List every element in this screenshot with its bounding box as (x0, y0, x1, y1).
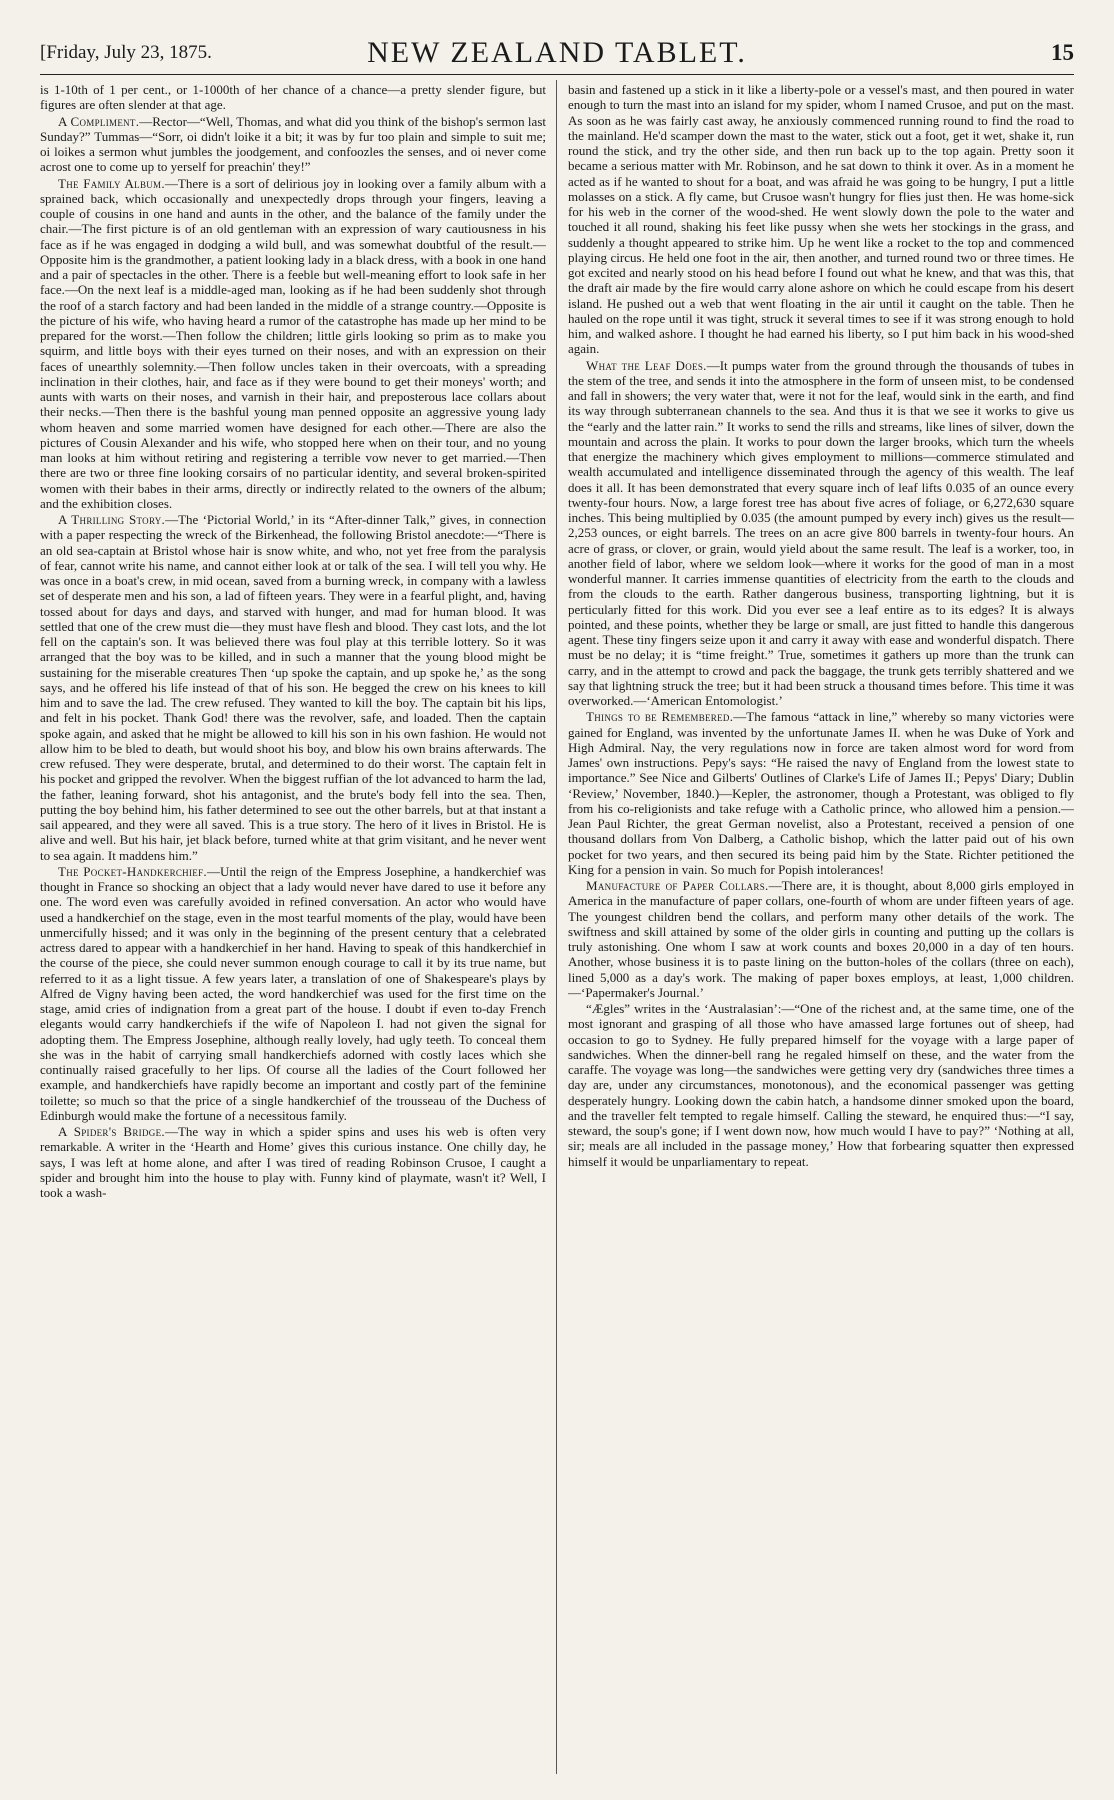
article-paragraph (40, 114, 546, 175)
article-paragraph (568, 358, 1074, 709)
article-text: —There is a sort of delirious joy in looking over a family album with a sprained back, which occasionally and unexpectedly drops through your fingers, leaving a couple of cousins in one hand and aunts in the other, and the balance of the family under the chair.—The first picture is of an old gentleman with an expression of wary cautiousness in his face as if he was engaged in dodging a wild bull, and was somewhat doubtful of the result.—Opposite him is the grandmother, a patient looking lady in a black dress, with a book in one hand and a pair of spectacles in the other. There is a feeble but well-meaning effort to look safe in her face.—On the next leaf is a middle-aged man, looking as if he had been suddenly shot through the roof of a starch factory and had been landed in the middle of a strange country.—Opposite is the picture of his wife, who having heard a rumor of the catastrophe has made up her mind to be prepared for the worst.—Then follow the children; little girls looking so prim as to make you squirm, and little boys with their eyes turned on their noses, and with an expression on their faces of unearthly solemnity.—Then follow uncles taken in their overcoats, with a spreading inclination in their clothes, hair, and face as if they were bound to get their moneys' worth; and aunts with warts on their noses, and varnish in their hair, and preposterous lace collars about their necks.—Then there is the bashful young man penned opposite an aggressive young lady whom heaven and some married women have designed for each other.—There are also the pictures of Cousin Alexander and his wife, who stopped here when on their tour, and no young man looks at him without retiring and registering a terrible vow never to get married.—Then there are two or three fine looking corsairs of no particular identity, and several broken-spirited women with their babes in their arms, directly or indirectly related to the owners of the album; and the exhibition closes. (40, 175, 546, 511)
article-paragraph (40, 512, 546, 863)
article-paragraph (568, 878, 1074, 1000)
article-text: —There are, it is thought, about 8,000 girls employed in America in the manufacture of paper collars, one-fourth of whom are under fifteen years of age. The youngest children bend the collars, and perform many other details of the work. The swiftness and skill attained by some of the older girls in counting and putting up the collars is truly astonishing. One whom I saw at work counts and boxes 20,000 in a day of ten hours. Another, whose business it is to paste lining on the button-holes of the collars (three on each), lined 5,000 as a day's work. The making of paper boxes employs, at least, 1,000 children.—‘Papermaker's Journal.’ (568, 878, 1074, 1000)
article-text: —The way in which a spider spins and uses his web is often very remarkable. A writer in the ‘Hearth and Home’ gives this curious instance. One chilly day, he says, I was left at home alone, and after I was tired of reading Robinson Crusoe, I caught a spider and brought him into the house to play with. Funny kind of playmate, wasn't it? Well, I took a wash- (40, 1124, 546, 1200)
article-heading: What the Leaf Does. (586, 357, 707, 373)
left-column (40, 82, 546, 1772)
article-heading: The Pocket-Handkerchief. (58, 863, 207, 879)
article-paragraph (568, 709, 1074, 877)
article-text: “Ægles” writes in the ‘Australasian’:—“One of the richest and, at the same time, one of the most ignorant and grasping of all those who have amassed large fortunes out of sheep, had occasion to go to Sydney. He fully prepared himself for the voyage with a large paper of sandwiches. When the dinner-bell rang he regaled himself on these, and the water from the caraffe. The voyage was long—the sandwiches were getting very dry (sandwiches three times a day are, under any circumstances, monotonous), and the economical passenger was getting desperately hungry. Looking down the cabin hatch, a handsome dinner smoked upon the board, and the traveller felt tempted to regale himself. Calling the steward, he enquired thus:—“I say, steward, the soup's gone; if I went down now, how much would I have to pay?” ‘Nothing at all, sir; meals are all included in the passage money,’ How that forbearing squatter then expressed himself it would be unparliamentary to repeat. (568, 1001, 1074, 1169)
article-heading: Things to be Remembered. (586, 709, 734, 725)
issue-date: [Friday, July 23, 1875. (40, 42, 212, 63)
article-text: —The famous “attack in line,” whereby so many victories were gained for England, was invented by the unfortunate James II. when he was Duke of York and High Admiral. Nay, the very regulations now in force are taken almost word for word from James' own instructions. Pepy's says: “He raised the navy of England from the lowest state to importance.” See Nice and Gilberts' Outlines of Clarke's Life of James II.; Pepys' Diary; Dublin ‘Review,’ November, 1840.)—Kepler, the astronomer, though a Protestant, was obliged to fly from his co-religionists and take refuge with a Catholic prince, who allowed him a pension.—Jean Paul Richter, the great German novelist, also a Protestant, received a pension of one thousand dollars from Von Dalberg, a Catholic bishop, which the latter paid out of his own pocket for two years, and then secured its being paid him by the State. Richter petitioned the King for a pension in vain. So much for Popish intolerances! (568, 709, 1074, 877)
article-heading: The Family Album. (58, 175, 165, 191)
article-heading: A Spider's Bridge. (58, 1124, 165, 1139)
article-text: —The ‘Pictorial World,’ in its “After-dinner Talk,” gives, in connection with a paper respecting the wreck of the Birkenhead, the following Bristol anecdote:—“There is an old sea-captain at Bristol whose hair is snow white, and who, not yet free from the paralysis of fear, cannot write his name, and cannot either look at or talk of the sea. I will tell you why. He was once in a boat's crew, in mid ocean, saved from a burning wreck, in company with a lawless set of desperate men and his son, a lad of fifteen years. They were in a fearful plight, and, having tossed about for days and days, and starved with hunger, and mad for human blood. It was settled that one of the crew must die—they must have flesh and blood. They cast lots, and the lot fell on the captain's son. It was believed there was foul play at this terrible lottery. So it was arranged that the boy was to be killed, and in such a manner that the young blood might be sustaining for the miserable creatures Then ‘up spoke the captain, and up spoke he,’ as the song says, and he offered his life instead of that of his son. He begged the crew on his knees to kill him and to save the lad. The crew refused. They wanted to kill the boy. The captain bit his lips, and felt in his pocket. Thank God! there was the revolver, safe, and loaded. Then the captain spoke again, and asked that he might be allowed to kill his son in his own fashion. He would not allow him to be bled to death, but would shoot his boy, and blow his own brains afterwards. The crew refused. They were desperate, brutal, and determined to do their worst. The captain felt in his pocket and gripped the revolver. When the biggest ruffian of the lot advanced to harm the lad, the father, leaning forward, shot his antagonist, and the brute's body fell into the sea. Then, putting the boy behind him, his father determined to see out the other barrels, but at that instant a sail appeared, and they were all saved. This is a true story. The hero of it lives in Bristol. He is alive and well. But his hair, jet black before, turned white at that grim visitant, and he never went to sea again. It maddens him.” (40, 512, 546, 863)
article-heading: A Compliment. (58, 113, 140, 129)
article-paragraph (40, 176, 546, 512)
article-text: —Rector—“Well, Thomas, and what did you think of the bishop's sermon last Sunday?” Tummas—“Sorr, oi didn't loike it a bit; it was by fur too plain and simple to suit me; oi loikes a sermon whut jumbles the joodgement, and confoozles the senses, and oi never come acrost one to come up to yerself for preachin' they!” (40, 113, 546, 175)
article-text: —Until the reign of the Empress Josephine, a handkerchief was thought in France so shocking an object that a lady would never have dared to use it before any one. The word even was carefully avoided in refined conversation. An actor who would have used a handkerchief on the stage, even in the most tearful moments of the play, would have been unmercifully hissed; and it was only in the beginning of the present century that a celebrated actress dared to appear with a handkerchief in her hand. Having to speak of this handkerchief in the course of the piece, she could never summon enough courage to call it by its true name, but referred to it as a light tissue. A few years later, a translation of one of Shakespeare's plays by Alfred de Vigny having been acted, the word handkerchief was used for the first time on the stage, amid cries of indignation from a great part of the house. I doubt if even to-day French elegants would carry handkerchiefs if the wife of Napoleon I. had not given the signal for adopting them. The Empress Josephine, although really lovely, had ugly teeth. To conceal them she was in the habit of carrying small handkerchiefs adorned with costly laces which she continually raised gracefully to her lips. Of course all the ladies of the Court followed her example, and handkerchiefs have rapidly become an important and costly part of the feminine toilette; so much so that the price of a single handkerchief of the trousseau of the Duchess of Edinburgh would make the fortune of a necessitous family. (40, 863, 546, 1123)
article-heading: A Thrilling Story. (58, 512, 166, 527)
article-paragraph (40, 864, 546, 1123)
article-heading: Manufacture of Paper Collars. (586, 878, 769, 893)
article-text: is 1-10th of 1 per cent., or 1-1000th of her chance of a chance—a pretty slender figure, but figures are often slender at that age. (40, 82, 546, 113)
article-paragraph (568, 1001, 1074, 1169)
masthead (40, 34, 1074, 75)
column-divider (556, 80, 557, 1774)
article-paragraph (40, 82, 546, 113)
article-paragraph (40, 1124, 546, 1200)
article-paragraph (568, 82, 1074, 357)
newspaper-title: NEW ZEALAND TABLET. (367, 36, 747, 69)
article-text: —It pumps water from the ground through the thousands of tubes in the stem of the tree, and sends it into the atmosphere in the form of unseen mist, to be condensed and fall in showers; the very water that, were it not for the leaf, would sink in the earth, and find its way through subterranean channels to the sea. And thus it is that we see it works to give us the “early and the latter rain.” It works to send the rills and streams, like lines of silver, down the mountain and across the plain. It works to pour down the larger brooks, which turn the wheels that energize the machinery which gives employment to millions—commerce stimulated and wealth accumulated and intelligence disseminated through the agency of this wealth. The leaf does it all. It has been demonstrated that every square inch of leaf lifts 0.035 of an ounce every twenty-four hours. Now, a large forest tree has about five acres of foliage, or 6,272,630 square inches. This being multiplied by 0.035 (the amount pumped by every inch) gives us the result—2,253 ounces, or eight barrels. The trees on an acre give 800 barrels in twenty-four hours. An acre of grass, or clover, or grain, would yield about the same result. The leaf is a worker, too, in another field of labor, where we seldom look—where it works for the good of man in a most wonderful manner. It carries immense quantities of electricity from the earth to the clouds and from the clouds to the earth. Rather dangerous business, transporting lightning, but it is perticularly fitted for this work. Did you ever see a leaf entire as to its edges? It is always pointed, and these points, whether they be large or small, are just fitted to handle this dangerous agent. These tiny fingers seize upon it and carry it away with ease and wonderful dispatch. There must be no delay; it is “time freight.” True, sometimes it gathers up more than the trunk can carry, and in the attempt to crowd and pack the baggage, the trunk gets terribly shattered and we say that lightning struck the tree; but it had been struck a thousand times before. This time it was overworked.—‘American Entomologist.’ (568, 357, 1074, 708)
page-number: 15 (1051, 40, 1074, 65)
article-text: basin and fastened up a stick in it like a liberty-pole or a vessel's mast, and then poured in water enough to turn the mast into an island for my spider, whom I named Crusoe, and put on the mast. As soon as he was fairly cast away, he anxiously commenced running round to find the road to the mainland. He'd scamper down the mast to the water, stick out a foot, get it wet, shake it, run round the stick, and try the other side, and then run back up to the top again. Pretty soon it became a serious matter with Mr. Robinson, and he sat down to think it over. As in a moment he acted as if he wanted to shout for a boat, and was afraid he was going to be hungry, I put a little molasses on a stick. A fly came, but Crusoe wasn't hungry for flies just then. He was home-sick for his web in the corner of the wood-shed. He went slowly down the pole to the water and touched it all round, shaking his feet like pussy when she wets her stockings in the grass, and suddenly a thought appeared to strike him. Up he went like a rocket to the top and commenced playing circus. He held one foot in the air, then another, and turned round two or three times. He got excited and nearly stood on his head before I found out what he knew, and that was this, that the draft air made by the fire would carry alone ashore on which he could escape from his desert island. He pushed out a web that went floating in the air until it caught on the table. Then he hauled on the rope until it was tight, struck it several times to see if it was strong enough to hold him, and walked ashore. I thought he had earned his liberty, so I put him back in his wood-shed again. (568, 82, 1074, 357)
right-column (568, 82, 1074, 1772)
